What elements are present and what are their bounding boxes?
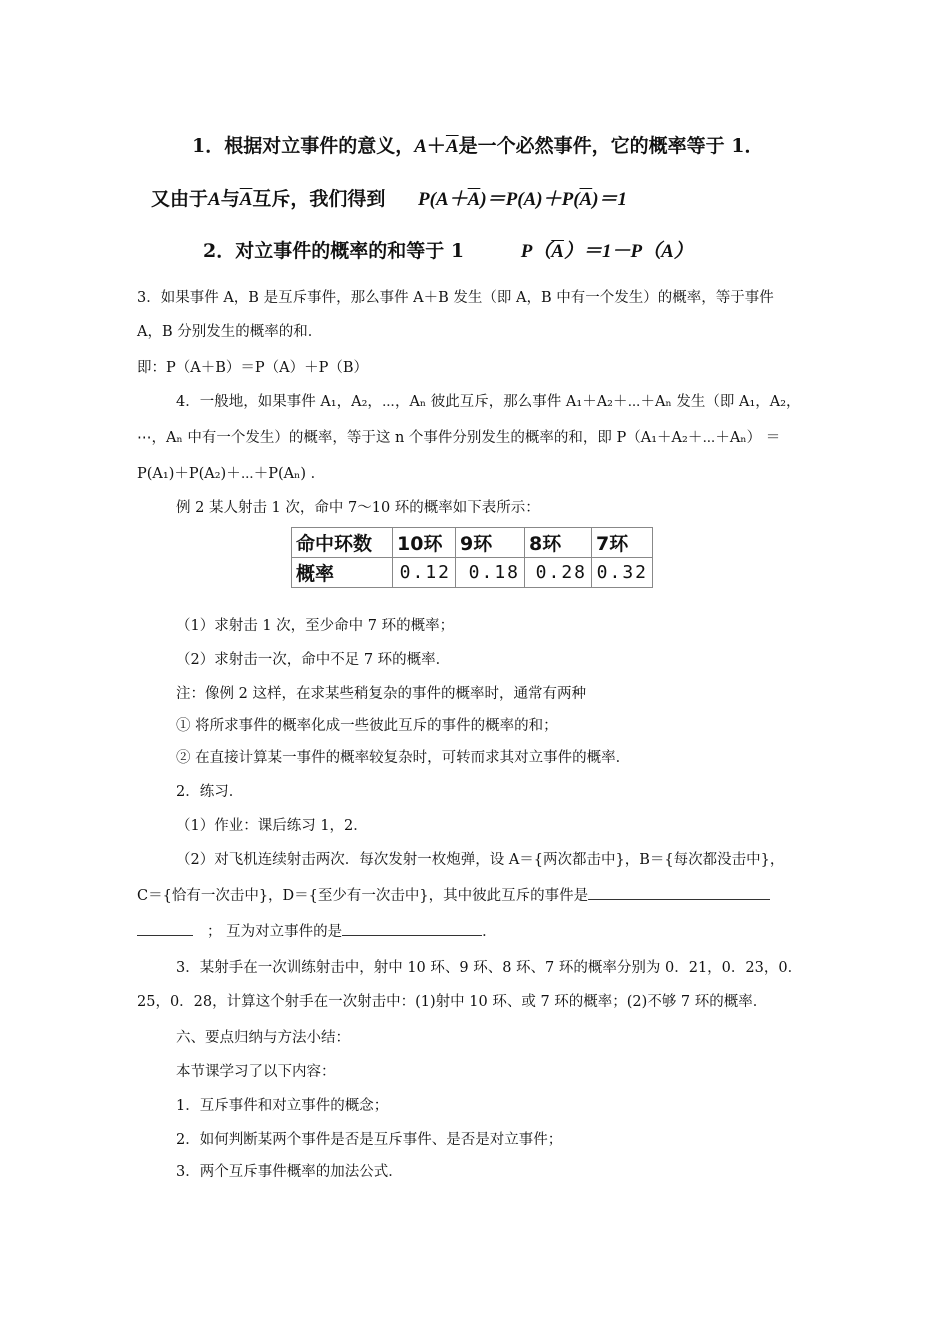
formula-line-3: 2．对立事件的概率的和等于 1 $P(\overline{A})=1-P(A)$ bbox=[203, 240, 693, 262]
table-header-row bbox=[292, 528, 653, 558]
question-2: （2）求射击一次，命中不足 7 环的概率． bbox=[176, 652, 451, 668]
practice-item-3-line-2: 25，0．28，计算这个射手在一次射击中：(1)射中 10 环、或 7 环的概率；(2)不够 7 环的概率． bbox=[137, 994, 768, 1010]
note-line: 注：像例 2 这样，在求某些稍复杂的事件的概率时，通常有两种 bbox=[176, 686, 586, 702]
para-3-formula: 即：P（A＋B）＝P（A）＋P（B） bbox=[137, 360, 369, 376]
answer-blank-continued[interactable] bbox=[137, 921, 193, 936]
table-header-cell: 10环 bbox=[393, 528, 456, 558]
table-header-cell: 8环 bbox=[525, 528, 592, 558]
para-3-line-1: 3．如果事件 A，B 是互斥事件，那么事件 A＋B 发生（即 A，B 中有一个发生）的概率，等于事件 bbox=[137, 290, 774, 306]
table-cell: 0.32 bbox=[592, 558, 653, 588]
practice-item-2-line-1: （2）对飞机连续射击两次．每次发射一枚炮弹，设 A＝{两次都击中}，B＝{每次都没击中}， bbox=[176, 852, 785, 868]
practice-item-1: （1）作业：课后练习 1，2． bbox=[176, 818, 368, 834]
para-4-line-2: ⋯，Aₙ 中有一个发生）的概率，等于这 n 个事件分别发生的概率的和，即 P（A₁＋A₂＋⋯＋Aₙ） ＝ bbox=[137, 430, 781, 446]
practice-heading: 2．练习． bbox=[176, 784, 244, 800]
table-header-cell: 9环 bbox=[456, 528, 525, 558]
summary-item-2: 2．如何判断某两个事件是否是互斥事件、是否是对立事件； bbox=[176, 1132, 563, 1148]
summary-heading: 六、要点归纳与方法小结： bbox=[176, 1030, 350, 1046]
note-point-1: ① 将所求事件的概率化成一些彼此互斥的事件的概率的和； bbox=[176, 718, 558, 734]
summary-item-3: 3．两个互斥事件概率的加法公式． bbox=[176, 1164, 403, 1180]
question-1: （1）求射击 1 次，至少命中 7 环的概率； bbox=[176, 618, 455, 634]
summary-intro: 本节课学习了以下内容： bbox=[176, 1064, 336, 1080]
answer-blank-complementary[interactable] bbox=[342, 921, 482, 936]
complement-sum-formula: $P(A+\overline{A})=P(A)+P(\overline{A})=1$ bbox=[418, 189, 628, 210]
example-2-heading: 例 2 某人射击 1 次，命中 7～10 环的概率如下表所示： bbox=[176, 500, 540, 516]
note-point-2: ② 在直接计算某一事件的概率较复杂时，可转而求其对立事件的概率． bbox=[176, 750, 631, 766]
complement-formula: $P(\overline{A})=1-P(A)$ bbox=[520, 241, 693, 262]
table-cell: 0.12 bbox=[393, 558, 456, 588]
formula-line-2: 又由于A与$\overline{A}$互斥，我们得到 $P(A+\overline{A})=P(A)+P(\overline{A})=1$ bbox=[151, 188, 628, 210]
table-header-cell: 7环 bbox=[592, 528, 653, 558]
para-3-line-2: A，B 分别发生的概率的和． bbox=[137, 324, 323, 340]
table-header-cell: 命中环数 bbox=[292, 528, 393, 558]
answer-blank-mutually-exclusive[interactable] bbox=[588, 885, 770, 900]
table-cell: 0.18 bbox=[456, 558, 525, 588]
practice-item-2-line-3: ； 互为对立事件的是 ． bbox=[137, 920, 497, 941]
practice-item-2-line-2: C＝{恰有一次击中}，D＝{至少有一次击中}，其中彼此互斥的事件是 bbox=[137, 884, 770, 905]
formula-line-1: 1．根据对立事件的意义，$A+\overline{A}$是一个必然事件，它的概率等于 1． bbox=[192, 135, 764, 157]
para-4-line-1: 4．一般地，如果事件 A₁，A₂，⋯，Aₙ 彼此互斥，那么事件 A₁＋A₂＋⋯＋Aₙ 发生（即 A₁，A₂， bbox=[176, 394, 801, 410]
table-row-label: 概率 bbox=[292, 558, 393, 588]
table-cell: 0.28 bbox=[525, 558, 592, 588]
para-4-line-3: P(A₁)＋P(A₂)＋⋯＋P(Aₙ) ． bbox=[137, 466, 326, 482]
table-row bbox=[292, 558, 653, 588]
practice-item-3-line-1: 3．某射手在一次训练射击中，射中 10 环、9 环、8 环、7 环的概率分别为 0．21，0．23，0． bbox=[176, 960, 803, 976]
probability-table bbox=[291, 527, 653, 588]
summary-item-1: 1．互斥事件和对立事件的概念； bbox=[176, 1098, 389, 1114]
